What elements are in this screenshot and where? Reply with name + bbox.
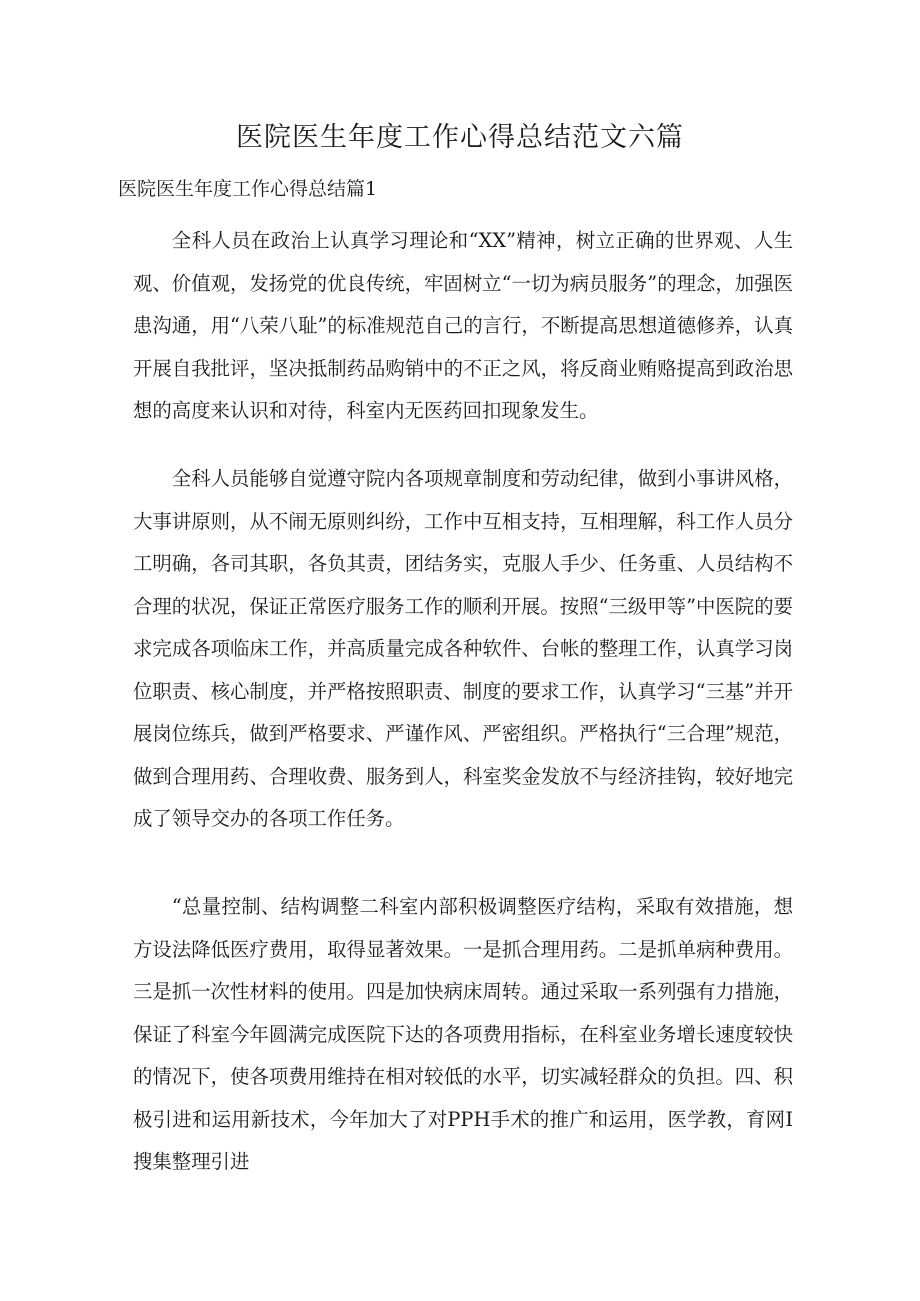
paragraph-2: 全科人员能够自觉遵守院内各项规章制度和劳动纪律，做到小事讲风格，大事讲原则，从不闹无原则纠纷，工作中互相支持，互相理解，科工作人员分工明确，各司其职，各负其责，团结务实，克服人手少、任务重、人员结构不合理的状况，保证正常医疗服务工作的顺利开展。按照“三级甲等”中医院的要求完成各项临床工作，并高质量完成各种软件、台帐的整理工作，认真学习岗位职责、核心制度，并严格按照职责、制度的要求工作，认真学习“三基”并开展岗位练兵，做到严格要求、严谨作风、严密组织。严格执行“三合理”规范，做到合理用药、合理收费、服务到人，科室奖金发放不与经济挂钩，较好地完成了领导交办的各项工作任务。	[133, 467, 793, 830]
paragraph-3: “总量控制、结构调整二科室内部积极调整医疗结构，采取有效措施，想方设法降低医疗费用，取得显著效果。一是抓合理用药。二是抓单病种费用。三是抓一次性材料的使用。四是加快病床周转。通过采取一系列强有力措施，保证了科室今年圆满完成医院下达的各项费用指标，在科室业务增长速度较快的情况下，使各项费用维持在相对较低的水平，切实减轻群众的负担。四、积极引进和运用新技术，今年加大了对PPH手术的推广和运用，医学教，育网I搜集整理引进	[133, 895, 793, 1173]
section-heading: 医院医生年度工作心得总结篇1	[118, 178, 378, 200]
paragraph-1: 全科人员在政治上认真学习理论和“XX”精神，树立正确的世界观、人生观、价值观，发扬党的优良传统，牢固树立“一切为病员服务”的理念，加强医患沟通，用“八荣八耻”的标准规范自己的言行，不断提高思想道德修养，认真开展自我批评，坚决抵制药品购销中的不正之风，将反商业贿赂提高到政治思想的高度来认识和对待，科室内无医药回扣现象发生。	[133, 229, 793, 422]
document-title: 医院医生年度工作心得总结范文六篇	[236, 122, 684, 153]
